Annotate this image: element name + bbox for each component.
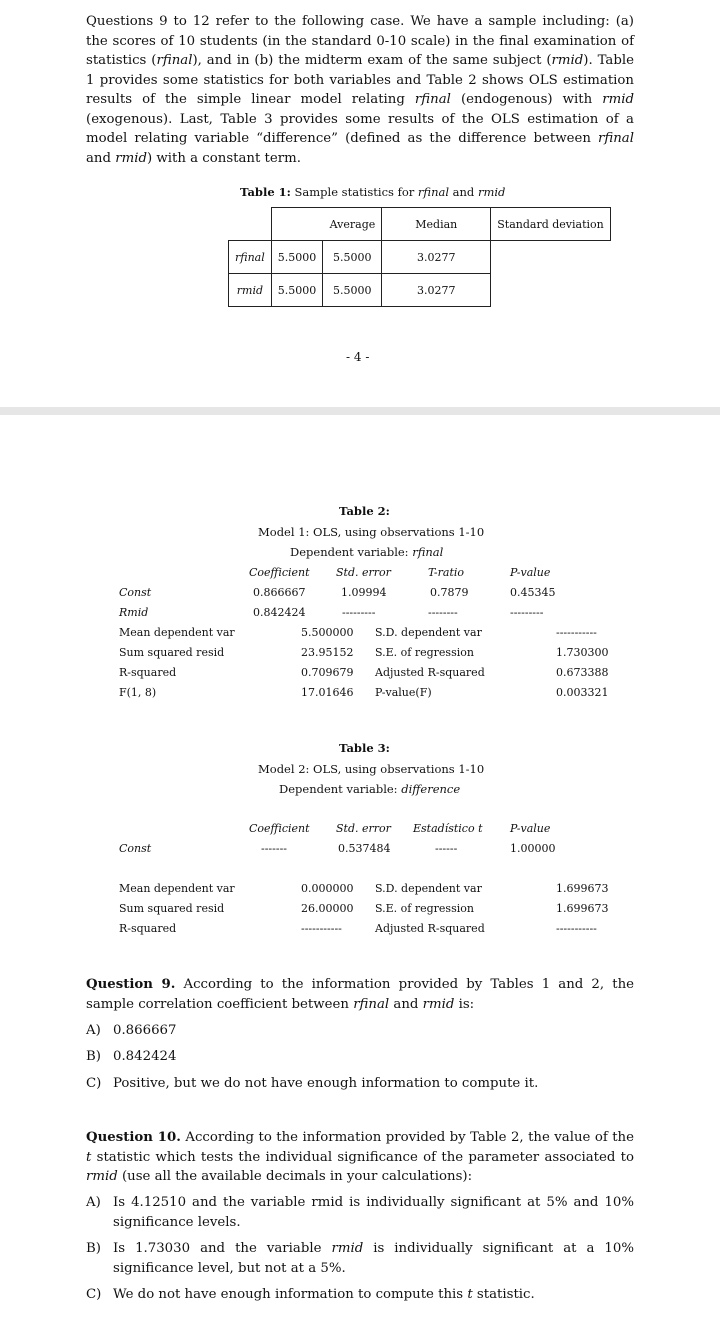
table2-row-label: Rmid [119,606,149,619]
table2-stat-value: 0.673388 [556,666,609,679]
table1-caption: Table 1: Sample statistics for rfinal and rmid [240,185,506,199]
table2-stat-value: 5.500000 [301,626,354,639]
q10-option-b: B) Is 1.73030 and the variable rmid is individually significant at a 10% significance level, but not at a 5%. [86,1241,634,1276]
table2-stat-value: 0.003321 [556,686,609,699]
table2-title: Table 2: [339,504,390,518]
table2-stat-value: 23.95152 [301,646,354,659]
table3-stat-label: S.E. of regression [375,902,474,915]
q9-option-a: A) 0.866667 [86,1023,177,1038]
table2-stat-label: P-value(F) [375,686,432,699]
table3-stat-value: 1.699673 [556,882,609,895]
table3-stat-label: R-squared [119,922,177,935]
table2-stat-label: S.D. dependent var [375,626,482,639]
table2-cell: 0.842424 [253,606,306,619]
table3-header-t: Estadístico t [413,822,483,835]
table2-cell: 0.45345 [510,586,556,599]
table-row [229,241,611,274]
table2-model: Model 1: OLS, using observations 1-10 [258,525,485,539]
cell-sd: 3.0277 [382,241,491,274]
table1-header-row [229,208,611,241]
q9-option-b: B) 0.842424 [86,1049,177,1064]
table3-cell: 0.537484 [338,842,391,855]
table2-stat-value: ----------- [556,626,597,639]
cell-sd: 3.0277 [382,274,491,307]
intro-paragraph: Questions 9 to 12 refer to the following case. We have a sample including: (a) the scores of 10 students (in the standard 0-10 scale) in the final examination of statistics (rfinal), and in (b) the midterm exam of the same subject (rmid). Table 1 provides some statistics for both variables and Table 2 shows OLS estimation results of the simple linear model relating rfinal (endogenous) with rmid (exogenous). Last, Table 3 provides some results of the OLS estimation of a model relating variable “difference” (defined as the difference between rfinal and rmid) with a constant term. [86,14,634,166]
table3-stat-value: 0.000000 [301,882,354,895]
page-separator [0,407,720,415]
table2-stat-value: 17.01646 [301,686,354,699]
table2-row-label: Const [119,586,152,599]
table3-stat-value: ----------- [556,922,597,935]
table3-stat-value: 26.00000 [301,902,354,915]
table-row [229,274,611,307]
table2-stat-label: R-squared [119,666,177,679]
table1-header-sd: Standard deviation [491,208,610,241]
question-9: Question 9. According to the information provided by Tables 1 and 2, the sample correlation coefficient between rfinal and rmid is: [86,977,635,1012]
row-label: rmid [229,274,272,307]
table3-stat-value: ----------- [301,922,342,935]
table3-model: Model 2: OLS, using observations 1-10 [258,762,485,776]
table3-row-label: Const [119,842,152,855]
table2-cell: 0.866667 [253,586,306,599]
table2-stat-label: Adjusted R-squared [375,666,485,679]
table2-cell: --------- [342,606,376,619]
row-label: rfinal [229,241,272,274]
table3-cell: ------ [435,842,458,855]
table2-stat-value: 1.730300 [556,646,609,659]
question-10: Question 10. According to the information provided by Table 2, the value of the t statistic which tests the individual significance of the parameter associated to rmid (use all the available decimals in your calculations): [86,1130,634,1184]
table3-stat-label: Sum squared resid [119,902,225,915]
table1 [228,207,611,307]
table2-stat-label: Sum squared resid [119,646,225,659]
table2-header-se: Std. error [336,566,391,579]
table2-stat-label: Mean dependent var [119,626,235,639]
table2-cell: 0.7879 [430,586,469,599]
cell-average: 5.5000 [271,241,323,274]
cell-average: 5.5000 [271,274,323,307]
table3-title: Table 3: [339,741,390,755]
table2-stat-label: F(1, 8) [119,686,157,699]
cell-median: 5.5000 [323,274,382,307]
q9-option-c: C) Positive, but we do not have enough information to compute it. [86,1076,539,1091]
table3-stat-label: S.D. dependent var [375,882,482,895]
table3-stat-label: Adjusted R-squared [375,922,485,935]
table3-header-p: P-value [510,822,551,835]
q10-option-a: A) Is 4.12510 and the variable rmid is individually significant at 5% and 10% significance levels. [86,1195,634,1230]
table3-header-coef: Coefficient [249,822,310,835]
table2-cell: --------- [510,606,544,619]
table2-header-coef: Coefficient [249,566,310,579]
table2-cell: -------- [428,606,458,619]
table2-stat-label: S.E. of regression [375,646,474,659]
table2-header-p: P-value [510,566,551,579]
table3-cell: 1.00000 [510,842,556,855]
table1-header-median: Median [382,208,491,241]
page-number: - 4 - [346,350,370,364]
table3-cell: ------- [261,842,288,855]
table2-header-t: T-ratio [428,566,465,579]
table3-dependent: Dependent variable: difference [279,782,461,796]
table3-stat-label: Mean dependent var [119,882,235,895]
table1-header-average: Average [271,208,382,241]
q10-option-c: C) We do not have enough information to compute this t statistic. [86,1287,535,1302]
table2-stat-value: 0.709679 [301,666,354,679]
table3-stat-value: 1.699673 [556,902,609,915]
table2-dependent: Dependent variable: rfinal [290,545,444,559]
cell-median: 5.5000 [323,241,382,274]
table2-cell: 1.09994 [341,586,387,599]
table3-header-se: Std. error [336,822,391,835]
